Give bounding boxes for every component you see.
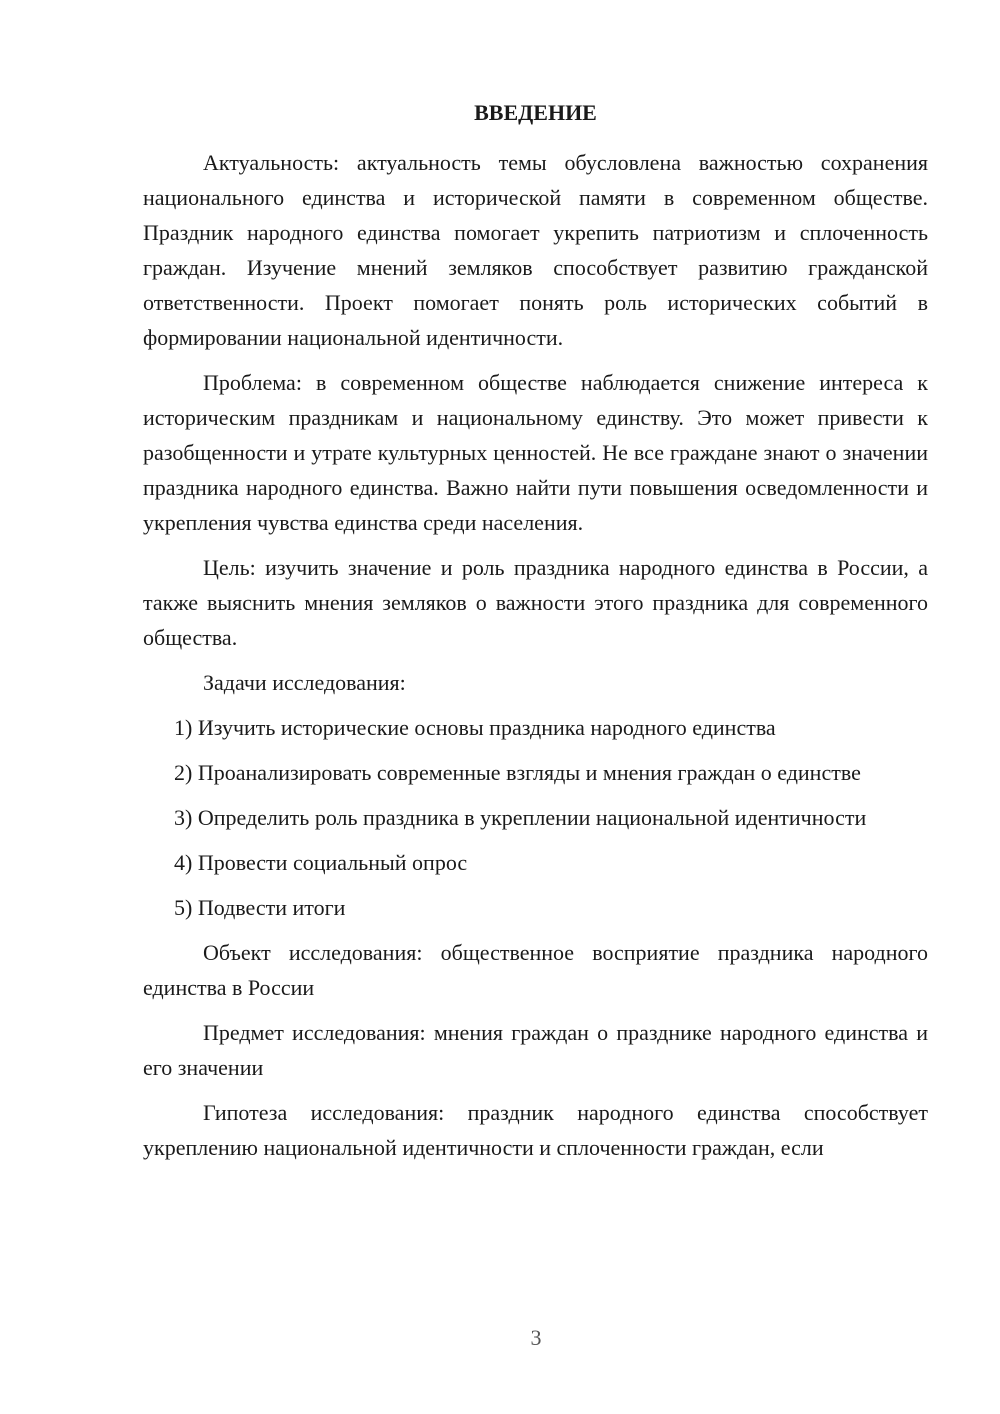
tasks-heading: Задачи исследования: xyxy=(203,670,406,695)
section-title: ВВЕДЕНИЕ xyxy=(474,100,597,125)
paragraph-goal: Цель: изучить значение и роль праздника народного единства в России, а также выяснить мнения земляков о важности этого праздника для современного общества. xyxy=(143,555,928,650)
list-item-task-4: 4) Провести социальный опрос xyxy=(174,850,468,875)
list-item-task-5: 5) Подвести итоги xyxy=(174,895,346,920)
paragraph-subject: Предмет исследования: мнения граждан о празднике народного единства и его значении xyxy=(143,1020,928,1080)
list-item-task-1: 1) Изучить исторические основы праздника народного единства xyxy=(174,715,776,740)
paragraph-hypothesis: Гипотеза исследования: праздник народного единства способствует укреплению национальной идентичности и сплоченности граждан, если xyxy=(143,1100,928,1160)
paragraph-problem: Проблема: в современном обществе наблюдается снижение интереса к историческим праздникам и национальному единству. Это может привести к разобщенности и утрате культурных ценностей. Не все граждане знают о значении праздника народного единства. Важно найти пути повышения осведомленности и укрепления чувства единства среди населения. xyxy=(143,370,928,535)
list-item-task-2: 2) Проанализировать современные взгляды и мнения граждан о единстве xyxy=(174,760,861,785)
page-number: 3 xyxy=(530,1325,542,1350)
document-body xyxy=(143,95,928,1175)
paragraph-relevance: Актуальность: актуальность темы обусловлена важностью сохранения национального единства и исторической памяти в современном обществе. Праздник народного единства помогает укрепить патриотизм и сплоченность граждан. Изучение мнений земляков способствует развитию гражданской ответственности. Проект помогает понять роль исторических событий в формировании национальной идентичности. xyxy=(143,150,928,350)
paragraph-object: Объект исследования: общественное восприятие праздника народного единства в России xyxy=(143,940,928,1000)
list-item-task-3: 3) Определить роль праздника в укреплении национальной идентичности xyxy=(174,805,867,830)
